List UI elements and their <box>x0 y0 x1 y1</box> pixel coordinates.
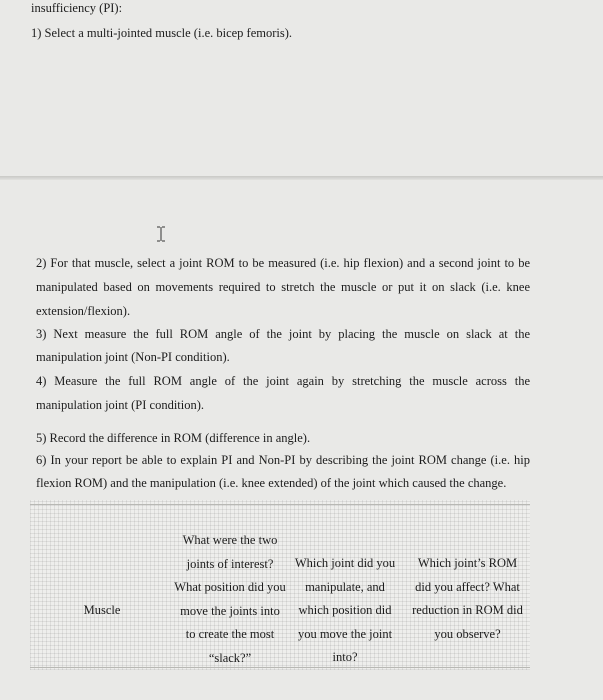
step-5: 5) Record the difference in ROM (difference in angle). <box>36 431 311 445</box>
step-3-line-1: 3) Next measure the full ROM angle of the joint by placing the muscle on slack at the <box>36 327 530 341</box>
header-line: you move the joint <box>297 626 393 641</box>
step-3-line-2: manipulation joint (Non-PI condition). <box>36 350 230 364</box>
header-line: reduction in ROM did <box>412 603 523 617</box>
header-line: joints of interest? <box>186 556 274 571</box>
table-top-rule <box>30 504 530 505</box>
step-6-line-2: flexion ROM) and the manipulation (i.e. knee extended) of the joint which caused the change. <box>36 476 507 490</box>
header-line: What were the two <box>182 533 278 547</box>
header-line: move the joints into <box>180 603 280 618</box>
table-header-joint-manipulated <box>287 552 403 670</box>
header-line: What position did you <box>174 580 286 594</box>
header-line: into? <box>332 650 358 664</box>
header-line: which position did <box>298 603 392 617</box>
header-line: “slack?” <box>208 650 252 665</box>
table-header-joints-of-interest <box>160 529 300 670</box>
header-line: manipulate, and <box>305 579 385 594</box>
table-header-rom-reduction <box>405 552 530 646</box>
section-heading: insufficiency (PI): <box>31 1 123 15</box>
header-line: Which joint did you <box>294 556 396 570</box>
step-6-line-1: 6) In your report be able to explain PI and Non-PI by describing the joint ROM change (i.e. hip <box>36 453 530 467</box>
text-cursor-icon <box>156 226 166 242</box>
step-2-line-1: 2) For that muscle, select a joint ROM to be measured (i.e. hip flexion) and a second joint to be <box>36 256 530 270</box>
header-line: you observe? <box>434 626 501 641</box>
step-2-line-2: manipulated based on movements required to stretch the muscle or put it on slack (i.e. knee <box>36 280 530 294</box>
step-4-line-2: manipulation joint (PI condition). <box>36 398 205 412</box>
header-line: to create the most <box>185 627 275 641</box>
table-header-muscle: Muscle <box>83 603 121 617</box>
header-line: did you affect? What <box>415 579 520 594</box>
header-line: Which joint’s ROM <box>417 556 518 570</box>
step-1: 1) Select a multi-jointed muscle (i.e. bicep femoris). <box>31 26 293 40</box>
step-4-line-1: 4) Measure the full ROM angle of the joint again by stretching the muscle across the <box>36 374 530 388</box>
step-2-line-3: extension/flexion). <box>36 304 131 318</box>
page-divider <box>0 176 603 180</box>
